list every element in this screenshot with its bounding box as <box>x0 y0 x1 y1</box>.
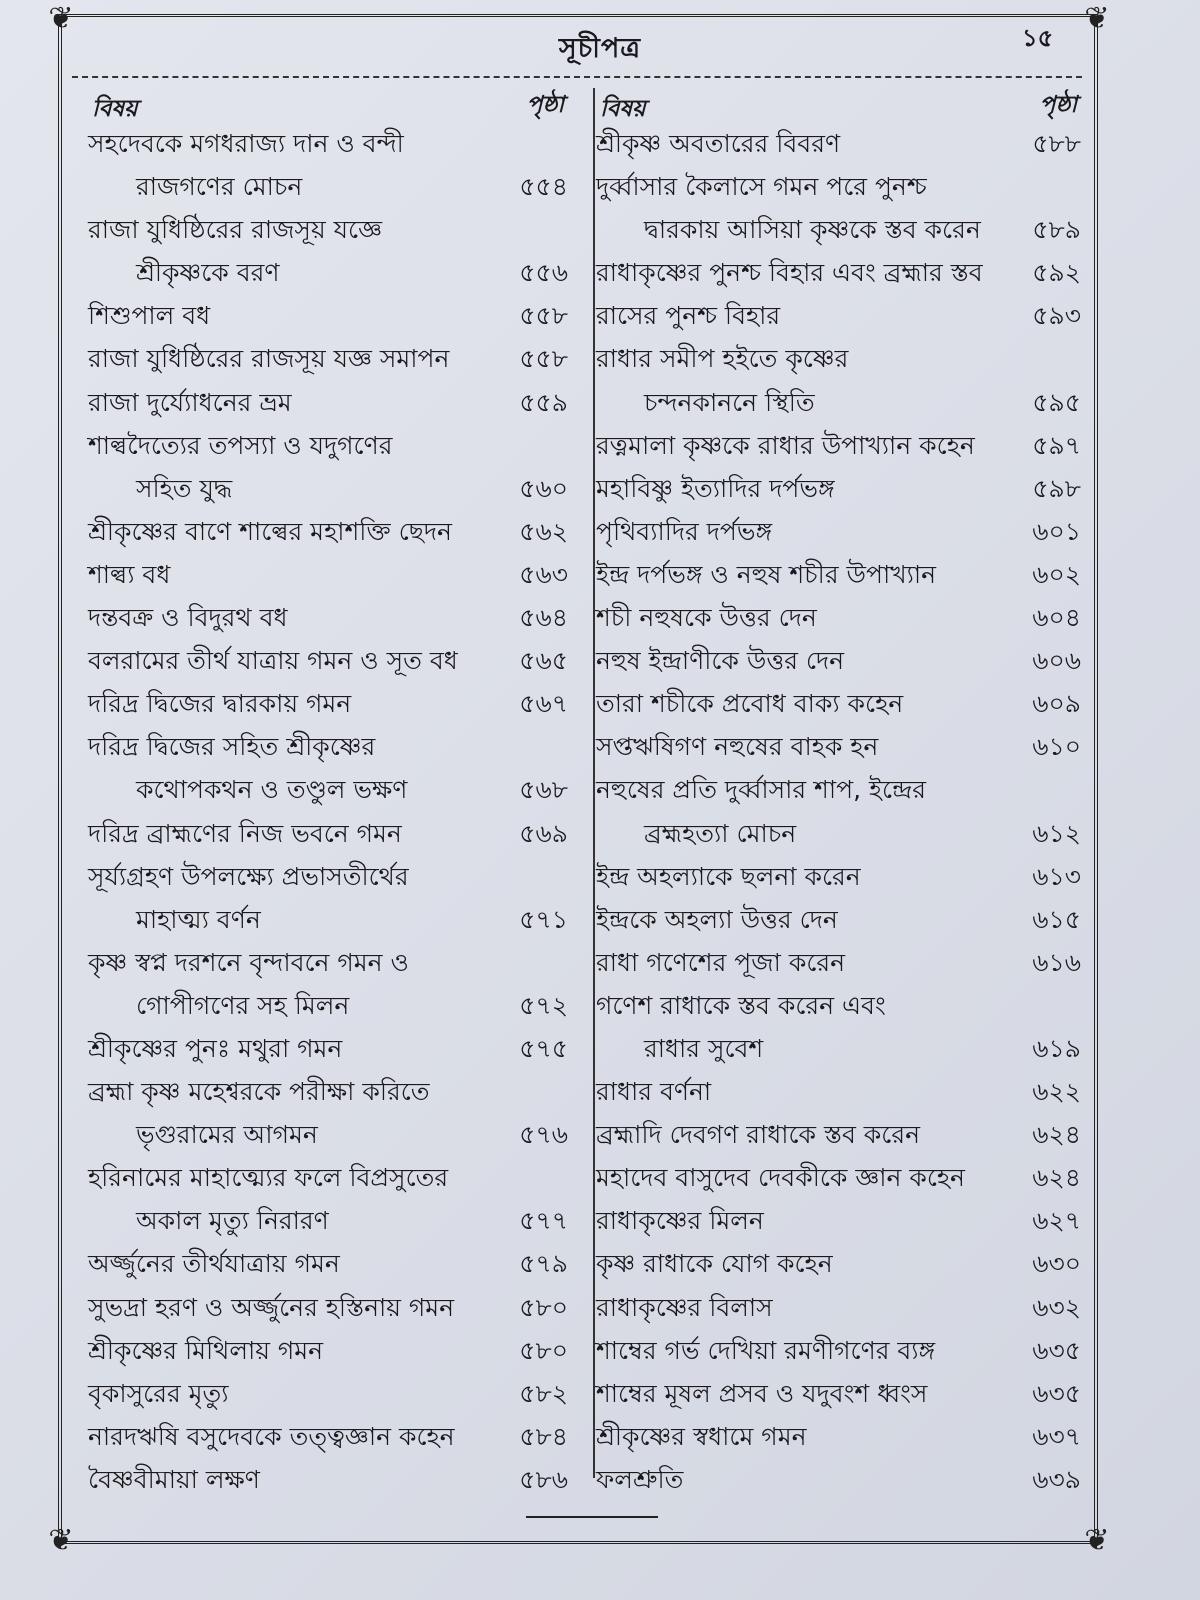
entry-title: শাল্বদৈত্যের তপস্যা ও যদুগণের <box>88 430 393 460</box>
entry-title: শচী নহুষকে উত্তর দেন <box>596 603 817 633</box>
toc-entry <box>88 122 568 165</box>
toc-entry <box>88 208 568 251</box>
toc-entry <box>596 1242 1081 1285</box>
corner-ornament-icon: ❦ <box>1084 1523 1110 1558</box>
entry-title: বলরামের তীর্থ যাত্রায় গমন ও সূত বধ <box>88 646 458 676</box>
page-title: সূচীপত্র <box>558 33 642 64</box>
entry-page-number: ৫৭৯ <box>519 1249 568 1279</box>
entry-title: হরিনামের মাহাত্ম্যের ফলে বিপ্রসুতের <box>88 1163 449 1193</box>
toc-entry <box>88 682 568 725</box>
entry-page-number: ৬৩৭ <box>1032 1421 1081 1451</box>
toc-entry <box>88 165 568 208</box>
toc-entry <box>88 294 568 337</box>
entry-title: ইন্দ্রকে অহল্যা উত্তর দেন <box>596 904 838 934</box>
entry-page-number: ৬১৬ <box>1032 947 1081 977</box>
entry-title: শাম্বের মূষল প্রসব ও যদুবংশ ধ্বংস <box>596 1378 928 1408</box>
toc-entry <box>88 467 568 510</box>
entry-page-number: ৫৬৮ <box>519 775 568 805</box>
entry-page-number: ৬৩৫ <box>1032 1378 1081 1408</box>
toc-entry <box>596 208 1081 251</box>
toc-entry <box>88 1242 568 1285</box>
entry-page-number: ৫৫৮ <box>519 301 568 331</box>
toc-entry <box>88 639 568 682</box>
entry-page-number: ৫৭২ <box>519 990 568 1020</box>
entry-title: রাধার সমীপ হইতে কৃষ্ণের <box>596 344 849 374</box>
entry-title: চন্দনকাননে স্থিতি <box>644 387 815 417</box>
toc-entry <box>596 165 1081 208</box>
entry-title: রাধার সুবেশ <box>644 1033 764 1063</box>
entry-title: শ্রীকৃষ্ণের পুনঃ মথুরা গমন <box>88 1033 343 1063</box>
toc-entry <box>88 1372 568 1415</box>
entry-title: কৃষ্ণ রাধাকে যোগ কহেন <box>596 1249 833 1279</box>
entry-title: সূর্য্যগ্রহণ উপলক্ষ্যে প্রভাসতীর্থের <box>88 861 409 891</box>
entry-title: শ্রীকৃষ্ণ অবতারের বিবরণ <box>596 129 841 158</box>
title-divider <box>72 76 1082 78</box>
toc-entry <box>88 510 568 553</box>
entry-page-number: ৫৫৮ <box>519 344 568 374</box>
toc-entry <box>596 725 1081 768</box>
entry-title: রত্নমালা কৃষ্ণকে রাধার উপাখ্যান কহেন <box>596 430 975 460</box>
entry-title: রাধাকৃষ্ণের পুনশ্চ বিহার এবং ব্রহ্মার স্তব <box>596 258 983 288</box>
entry-title: ভৃগুরামের আগমন <box>136 1120 318 1150</box>
entry-title: রাধাকৃষ্ণের বিলাস <box>596 1292 773 1322</box>
entry-page-number: ৬১৯ <box>1032 1033 1081 1063</box>
toc-entry <box>88 1415 568 1458</box>
toc-entry <box>88 1458 568 1501</box>
toc-entry <box>596 381 1081 424</box>
toc-entry <box>88 596 568 639</box>
entry-title: বৈষ্ণবীমায়া লক্ষণ <box>88 1464 260 1494</box>
toc-entry <box>88 381 568 424</box>
entry-page-number: ৫৮৪ <box>519 1421 568 1451</box>
entry-page-number: ৫৯৮ <box>1032 473 1081 503</box>
entry-page-number: ৫৮২ <box>519 1378 568 1408</box>
entry-page-number: ৬১২ <box>1032 818 1081 848</box>
entry-page-number: ৫৬২ <box>519 516 568 546</box>
entry-title: দুর্ব্বাসার কৈলাসে গমন পরে পুনশ্চ <box>596 172 927 202</box>
entry-title: রাসের পুনশ্চ বিহার <box>596 301 781 331</box>
entry-title: রাজা যুধিষ্ঠিরের রাজসূয় যজ্ঞ সমাপন <box>88 344 450 374</box>
toc-entry <box>596 812 1081 855</box>
toc-entry <box>596 1070 1081 1113</box>
entry-title: শ্রীকৃষ্ণের বাণে শাল্বের মহাশক্তি ছেদন <box>88 516 452 546</box>
entry-title: নহুষের প্রতি দুর্ব্বাসার শাপ, ইন্দ্রের <box>596 775 926 805</box>
entry-page-number: ৬২৪ <box>1032 1120 1081 1150</box>
toc-entry <box>88 1070 568 1113</box>
toc-entry <box>88 768 568 811</box>
corner-ornament-icon: ❦ <box>48 1 74 36</box>
entry-title: শাল্ব্য বধ <box>88 559 171 589</box>
entry-title: ব্রহ্মাদি দেবগণ রাধাকে স্তব করেন <box>596 1120 921 1150</box>
entry-title: গণেশ রাধাকে স্তব করেন এবং <box>596 990 886 1020</box>
toc-entry <box>596 1156 1081 1199</box>
toc-entry <box>88 553 568 596</box>
entry-title: শ্রীকৃষ্ণের মিথিলায় গমন <box>88 1335 324 1365</box>
entry-page-number: ৬০৪ <box>1032 603 1081 633</box>
toc-entry <box>88 1156 568 1199</box>
toc-entry <box>596 424 1081 467</box>
toc-entry <box>596 1286 1081 1329</box>
entry-title: নহুষ ইন্দ্রাণীকে উত্তর দেন <box>596 646 845 676</box>
entry-title: শিশুপাল বধ <box>88 301 211 331</box>
entry-title: রাজগণের মোচন <box>136 172 303 202</box>
entry-title: দন্তবক্র ও বিদুরথ বধ <box>88 603 288 633</box>
entry-page-number: ৫৫৯ <box>519 387 568 417</box>
entry-title: বৃকাসুরের মৃত্যু <box>88 1378 229 1408</box>
subject-heading: বিষয় <box>92 96 138 122</box>
toc-entry <box>88 1027 568 1070</box>
toc-entry <box>88 898 568 941</box>
entry-page-number: ৫৮৯ <box>1032 215 1081 245</box>
toc-entry <box>596 251 1081 294</box>
toc-entry <box>596 1458 1081 1501</box>
entry-page-number: ৬৩৫ <box>1032 1335 1081 1365</box>
toc-entry <box>88 1286 568 1329</box>
toc-entry <box>88 251 568 294</box>
entry-title: দ্বারকায় আসিয়া কৃষ্ণকে স্তব করেন <box>644 215 981 245</box>
entry-title: তারা শচীকে প্রবোধ বাক্য কহেন <box>596 689 904 719</box>
entry-page-number: ৬০৯ <box>1032 689 1081 719</box>
toc-entry <box>596 467 1081 510</box>
entry-page-number: ৫৭৬ <box>519 1120 568 1150</box>
entry-page-number: ৫৬৩ <box>519 559 568 589</box>
entry-title: ফলশ্রুতি <box>596 1464 684 1494</box>
entry-page-number: ৬২৪ <box>1032 1163 1081 1193</box>
entry-page-number: ৫৯৩ <box>1032 301 1081 331</box>
entry-title: শ্রীকৃষ্ণের স্বধামে গমন <box>596 1421 807 1451</box>
toc-entry <box>596 596 1081 639</box>
entry-page-number: ৫৭১ <box>519 904 568 934</box>
entry-title: রাধা গণেশের পূজা করেন <box>596 947 846 977</box>
entry-title: রাধাকৃষ্ণের মিলন <box>596 1206 764 1236</box>
toc-entry <box>596 1113 1081 1156</box>
entry-title: অকাল মৃত্যু নিরারণ <box>136 1206 329 1236</box>
toc-entry <box>596 1329 1081 1372</box>
entry-title: ব্রহ্মহত্যা মোচন <box>644 818 797 848</box>
toc-entry <box>596 122 1081 165</box>
entry-page-number: ৫৯৫ <box>1032 387 1081 417</box>
entry-title: রাধার বর্ণনা <box>596 1077 712 1107</box>
entry-title: মহাবিষ্ণু ইত্যাদির দর্পভঙ্গ <box>596 473 835 503</box>
entry-title: রাজা যুধিষ্ঠিরের রাজসূয় যজ্ঞে <box>88 215 382 245</box>
entry-title: গোপীগণের সহ মিলন <box>136 990 350 1020</box>
entry-page-number: ৬২৭ <box>1032 1206 1081 1236</box>
column-header <box>596 86 1081 122</box>
toc-entry <box>88 855 568 898</box>
entry-page-number: ৬৩৯ <box>1032 1464 1081 1494</box>
entry-title: দরিদ্র দ্বিজের সহিত শ্রীকৃষ্ণের <box>88 732 376 762</box>
toc-entry <box>596 898 1081 941</box>
entry-page-number: ৬১০ <box>1032 732 1081 762</box>
toc-entry <box>596 510 1081 553</box>
entry-page-number: ৬০২ <box>1032 559 1081 589</box>
entry-title: সুভদ্রা হরণ ও অর্জ্জুনের হস্তিনায় গমন <box>88 1292 455 1322</box>
toc-entry <box>596 1027 1081 1070</box>
entry-title: ইন্দ্র অহল্যাকে ছলনা করেন <box>596 861 861 891</box>
entry-page-number: ৫৬৫ <box>519 646 568 676</box>
entry-title: সহদেবকে মগধরাজ্য দান ও বন্দী <box>88 129 404 158</box>
toc-entry <box>596 553 1081 596</box>
toc-entry <box>596 768 1081 811</box>
entry-page-number: ৫৬০ <box>519 473 568 503</box>
entry-title: দরিদ্র দ্বিজের দ্বারকায় গমন <box>88 689 352 719</box>
entry-page-number: ৬১৫ <box>1032 904 1081 934</box>
entry-page-number: ৬২২ <box>1032 1077 1081 1107</box>
toc-list <box>88 122 568 1501</box>
entry-title: সপ্তঋষিগণ নহুষের বাহক হন <box>596 732 879 762</box>
entry-page-number: ৫৭৭ <box>519 1206 568 1236</box>
entry-page-number: ৫৬৪ <box>519 603 568 633</box>
entry-page-number: ৫৮৮ <box>1032 129 1081 158</box>
entry-page-number: ৬১৩ <box>1032 861 1081 891</box>
entry-page-number: ৬০৬ <box>1032 646 1081 676</box>
entry-page-number: ৬৩০ <box>1032 1249 1081 1279</box>
toc-entry <box>88 984 568 1027</box>
entry-title: মাহাত্ম্য বর্ণন <box>136 904 261 934</box>
entry-title: কথোপকথন ও তণ্ডুল ভক্ষণ <box>136 775 408 805</box>
corner-ornament-icon: ❦ <box>1084 1 1110 36</box>
entry-page-number: ৬০১ <box>1032 516 1081 546</box>
entry-page-number: ৫৭৫ <box>519 1033 568 1063</box>
entry-title: মহাদেব বাসুদেব দেবকীকে জ্ঞান কহেন <box>596 1163 965 1193</box>
entry-title: অর্জ্জুনের তীর্থযাত্রায় গমন <box>88 1249 340 1279</box>
entry-page-number: ৫৬৯ <box>519 818 568 848</box>
toc-entry <box>596 639 1081 682</box>
entry-page-number: ৫৫৪ <box>519 172 568 202</box>
entry-title: পৃথিব্যাদির দর্পভঙ্গ <box>596 516 773 546</box>
entry-title: সহিত যুদ্ধ <box>136 473 233 503</box>
entry-page-number: ৫৯২ <box>1032 258 1081 288</box>
toc-entry <box>596 1415 1081 1458</box>
toc-entry <box>88 1199 568 1242</box>
entry-title: দরিদ্র ব্রাহ্মণের নিজ ভবনে গমন <box>88 818 402 848</box>
page-number: ১৫ <box>1022 24 1054 52</box>
toc-entry <box>596 941 1081 984</box>
toc-entry <box>88 337 568 380</box>
toc-entry <box>596 294 1081 337</box>
toc-entry <box>596 337 1081 380</box>
entry-title: রাজা দুর্য্যোধনের ভ্রম <box>88 387 292 417</box>
toc-column-left <box>88 86 568 1501</box>
toc-entry <box>596 1372 1081 1415</box>
toc-entry <box>88 1329 568 1372</box>
toc-entry <box>88 812 568 855</box>
toc-entry <box>596 984 1081 1027</box>
column-header <box>88 86 568 122</box>
entry-page-number: ৫৮০ <box>519 1292 568 1322</box>
bottom-divider <box>526 1516 658 1518</box>
entry-page-number: ৬৩২ <box>1032 1292 1081 1322</box>
toc-entry <box>88 941 568 984</box>
corner-ornament-icon: ❦ <box>48 1523 74 1558</box>
entry-page-number: ৫৯৭ <box>1032 430 1081 460</box>
entry-title: শাম্বের গর্ভ দেখিয়া রমণীগণের ব্যঙ্গ <box>596 1335 936 1365</box>
page-heading: পৃষ্ঠা <box>1039 92 1077 118</box>
entry-page-number: ৫৫৬ <box>519 258 568 288</box>
entry-title: ইন্দ্র দর্পভঙ্গ ও নহুষ শচীর উপাখ্যান <box>596 559 937 589</box>
page-heading: পৃষ্ঠা <box>526 92 564 118</box>
subject-heading: বিষয় <box>600 96 646 122</box>
toc-entry <box>596 682 1081 725</box>
entry-title: নারদঋষি বসুদেবকে তত্ত্বজ্ঞান কহেন <box>88 1421 455 1451</box>
entry-page-number: ৫৮০ <box>519 1335 568 1365</box>
toc-entry <box>88 424 568 467</box>
toc-column-right <box>596 86 1081 1501</box>
toc-entry <box>88 725 568 768</box>
toc-entry <box>88 1113 568 1156</box>
toc-entry <box>596 1199 1081 1242</box>
toc-entry <box>596 855 1081 898</box>
entry-page-number: ৫৮৬ <box>519 1464 568 1494</box>
entry-page-number: ৫৬৭ <box>519 689 568 719</box>
entry-title: কৃষ্ণ স্বপ্ন দরশনে বৃন্দাবনে গমন ও <box>88 947 409 977</box>
entry-title: শ্রীকৃষ্ণকে বরণ <box>136 258 280 288</box>
column-divider <box>593 88 595 1478</box>
toc-list <box>596 122 1081 1501</box>
entry-title: ব্রহ্মা কৃষ্ণ মহেশ্বরকে পরীক্ষা করিতে <box>88 1077 430 1107</box>
